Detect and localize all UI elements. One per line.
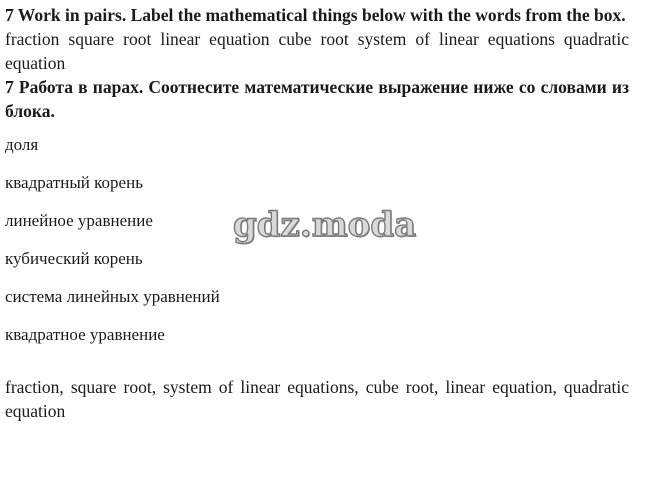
english-word-box: fraction square root linear equation cube root system of linear equations quadratic equation xyxy=(5,29,629,73)
english-task-heading: 7 Work in pairs. Label the mathematical things below with the words from the box. xyxy=(5,5,626,25)
term-item: система линейных уравнений xyxy=(5,287,220,306)
answer-text: fraction, square root, system of linear equations, cube root, linear equation, quadratic equation xyxy=(5,377,629,421)
watermark-logo: gdz.moda xyxy=(233,205,417,245)
russian-term-list xyxy=(5,133,629,361)
term-item: линейное уравнение xyxy=(5,211,153,230)
term-item: квадратное уравнение xyxy=(5,325,165,344)
spacer xyxy=(5,123,629,133)
term-item: доля xyxy=(5,135,39,154)
term-item: кубический корень xyxy=(5,249,143,268)
russian-task-heading: 7 Работа в парах. Соотнесите математические выражение ниже со словами из блока. xyxy=(5,77,629,121)
term-item: квадратный корень xyxy=(5,173,143,192)
